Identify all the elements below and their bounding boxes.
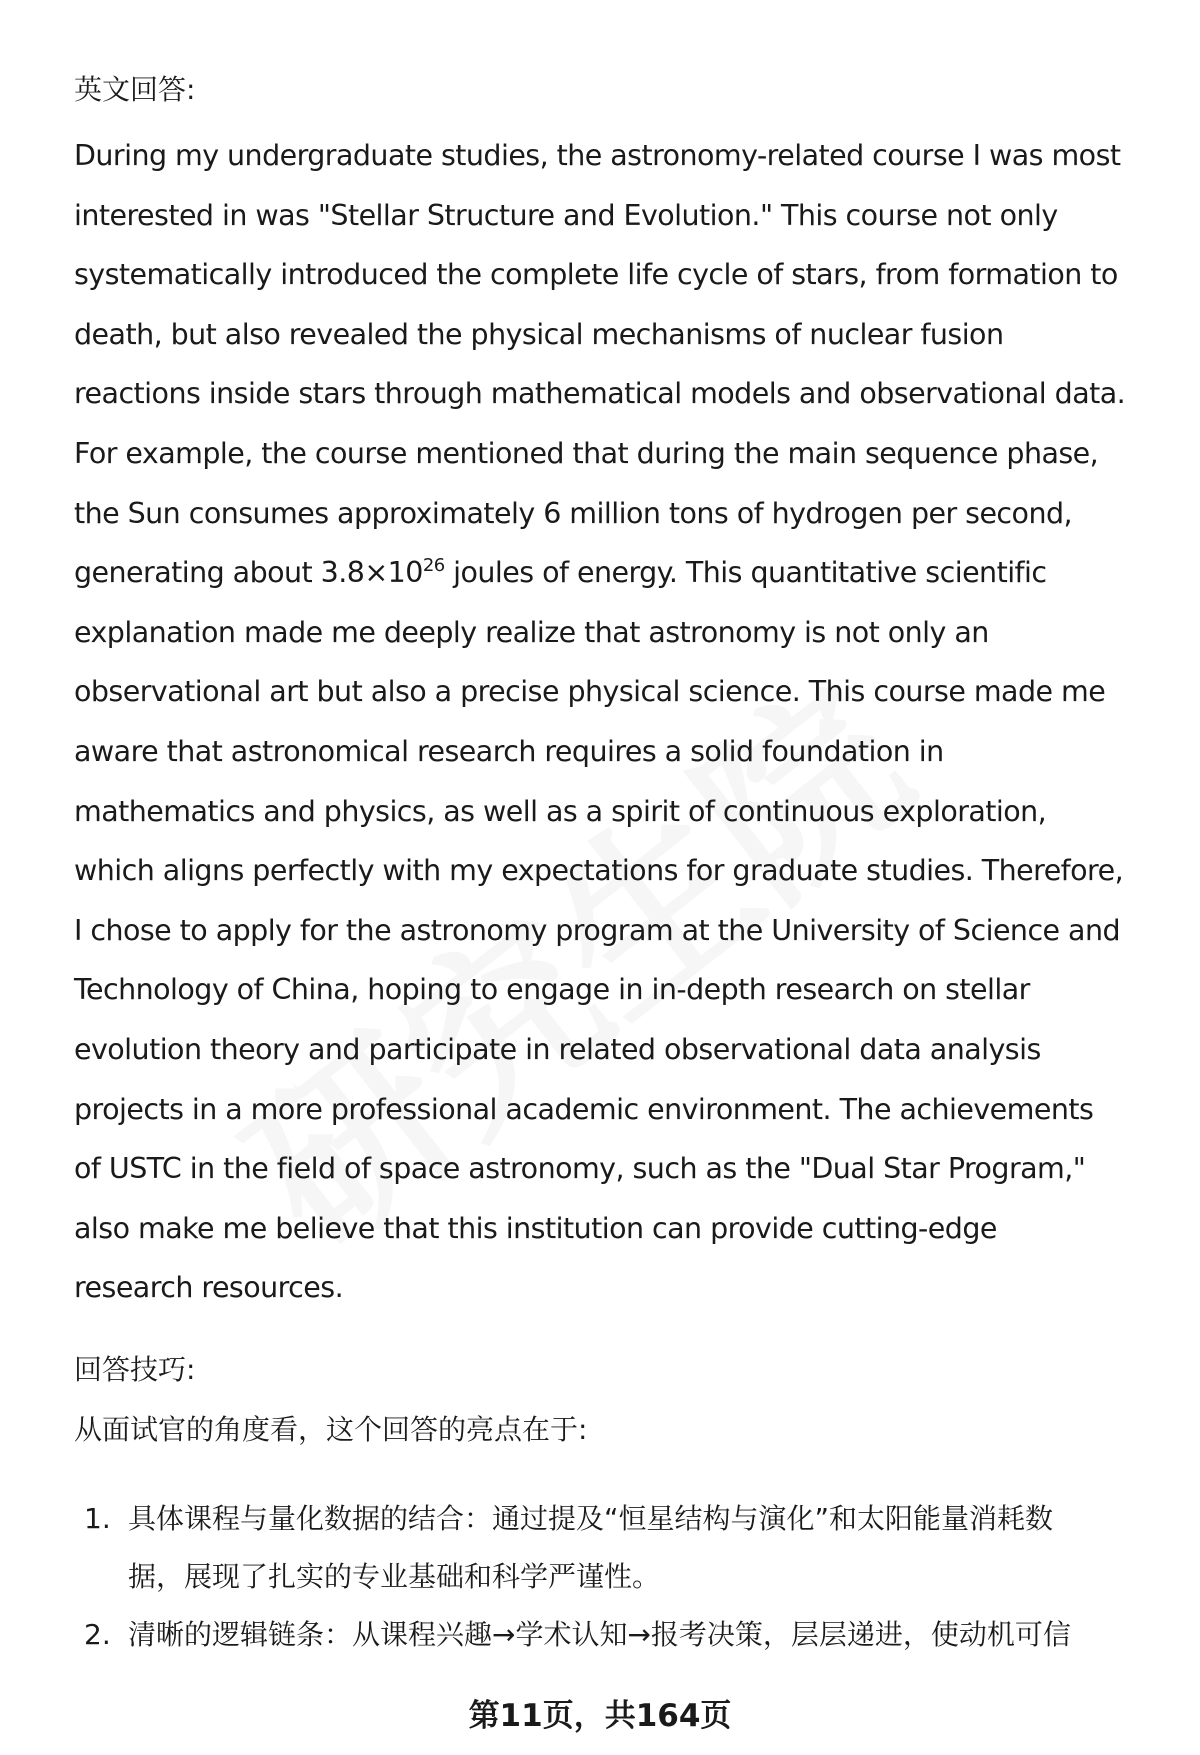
english-answer-heading: 英文回答:	[74, 73, 196, 106]
tip-text	[128, 1606, 1071, 1664]
tips-list	[84, 1490, 1164, 1664]
page-number: 第11页，共164页	[468, 1698, 732, 1734]
tip-line: 具体课程与量化数据的结合：通过提及“恒星结构与演化”和太阳能量消耗数	[128, 1502, 1054, 1535]
answer-line: of USTC in the field of space astronomy, such as the "Dual Star Program,"	[74, 1152, 1086, 1186]
answer-line: interested in was "Stellar Structure and Evolution." This course not only	[74, 198, 1058, 232]
answer-line: During my undergraduate studies, the astronomy-related course I was most	[74, 139, 1121, 172]
answer-line: aware that astronomical research requires a solid foundation in	[74, 734, 944, 768]
tip-item	[84, 1490, 1164, 1606]
tips-heading: 回答技巧:	[74, 1353, 196, 1386]
answer-line: mathematics and physics, as well as a spirit of continuous exploration,	[74, 794, 1047, 828]
answer-line: death, but also revealed the physical mechanisms of nuclear fusion	[74, 317, 1004, 351]
answer-line-with-exponent	[74, 543, 1154, 603]
english-answer-paragraph	[74, 126, 1154, 1318]
answer-line: I chose to apply for the astronomy program at the University of Science and	[74, 913, 1121, 947]
tip-text	[128, 1490, 1053, 1606]
answer-line: which aligns perfectly with my expectations for graduate studies. Therefore,	[74, 854, 1124, 888]
answer-line: systematically introduced the complete life cycle of stars, from formation to	[74, 258, 1118, 292]
answer-line: research resources.	[74, 1271, 344, 1305]
answer-line: also make me believe that this institution can provide cutting-edge	[74, 1211, 997, 1245]
tips-intro: 从面试官的角度看，这个回答的亮点在于:	[74, 1413, 588, 1446]
tip-number: 2.	[84, 1618, 111, 1651]
tip-item	[84, 1606, 1164, 1664]
answer-line: observational art but also a precise physical science. This course made me	[74, 675, 1106, 709]
answer-line: reactions inside stars through mathematical models and observational data.	[74, 377, 1126, 411]
answer-line: Technology of China, hoping to engage in in-depth research on stellar	[74, 973, 1030, 1007]
answer-line: the Sun consumes approximately 6 million tons of hydrogen per second,	[74, 496, 1073, 530]
answer-text: generating about 3.8×10	[74, 556, 423, 590]
answer-line: explanation made me deeply realize that astronomy is not only an	[74, 615, 989, 649]
answer-line: For example, the course mentioned that during the main sequence phase,	[74, 436, 1099, 470]
answer-line: evolution theory and participate in related observational data analysis	[74, 1032, 1041, 1066]
tip-line: 据，展现了扎实的专业基础和科学严谨性。	[128, 1560, 661, 1593]
answer-line: projects in a more professional academic environment. The achievements	[74, 1092, 1094, 1126]
exponent: 26	[422, 555, 445, 577]
answer-text: joules of energy. This quantitative scientific	[444, 556, 1047, 590]
tip-number: 1.	[84, 1502, 111, 1535]
tip-line: 清晰的逻辑链条：从课程兴趣→学术认知→报考决策，层层递进，使动机可信	[128, 1618, 1071, 1651]
